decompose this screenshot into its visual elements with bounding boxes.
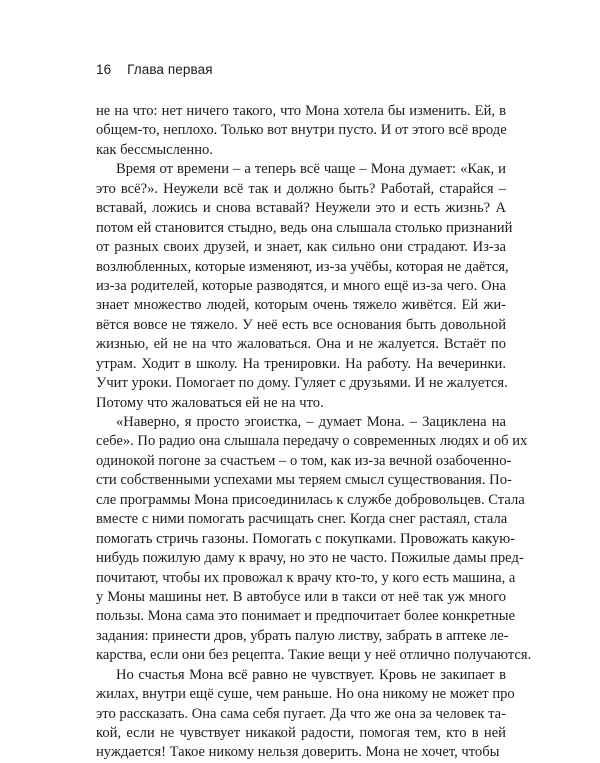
text-line: Но счастья Мона всё равно не чувствует. Кровь не закипает в	[116, 666, 506, 683]
text-line: из-за родителей, которые разводятся, и много ещё из-за чего. Она	[96, 277, 506, 294]
text-line: не на что: нет ничего такого, что Мона хотела бы изменить. Ей, в	[96, 103, 506, 119]
body-text	[96, 102, 532, 763]
paragraph	[96, 413, 532, 666]
text-line: у Моны машины нет. В автобусе или в такси от неё так уж много	[96, 588, 506, 605]
paragraph	[96, 102, 506, 160]
text-line: кой, если не чувствует никакой радости, помогая тем, кто в ней	[96, 725, 506, 741]
chapter-title: Глава первая	[127, 62, 213, 77]
text-line: жизнью, ей не на что жаловаться. Она и не жалуется. Встаёт по	[96, 336, 506, 353]
text-line: утрам. Ходит в школу. На тренировки. На работу. На вечеринки.	[96, 355, 506, 372]
text-line: помогать стричь газоны. Помогать с покупками. Провожать какую-	[96, 530, 516, 547]
paragraph	[96, 160, 513, 413]
text-line: сле программы Мона присоединилась к службе добровольцев. Стала	[96, 491, 525, 508]
running-head	[96, 62, 213, 77]
page-number: 16	[96, 62, 112, 77]
text-line: вставай, ложись и снова вставай? Неужели это и есть жизнь? А	[96, 200, 506, 217]
text-line: «Наверно, я просто эгоистка, – думает Мона. – Зациклена на	[116, 414, 506, 430]
text-line: потом ей становится стыдно, ведь она слышала столько признаний	[96, 219, 513, 236]
text-line: от разных своих друзей, и знает, как сильно они страдают. Из-за	[96, 239, 506, 256]
text-line: общем-то, неплохо. Только вот внутри пусто. И от этого всё вроде	[96, 122, 507, 139]
text-line: Учит уроки. Помогает по дому. Гуляет с друзьями. И не жалуется.	[96, 375, 508, 392]
text-line: Время от времени – а теперь всё чаще – Мона думает: «Как, и	[116, 161, 506, 178]
text-line: нибудь пожилую даму к врачу, но это не часто. Пожилые дамы пред-	[96, 550, 524, 567]
text-line: возлюбленных, которые изменяют, из-за учёбы, которая не даётся,	[96, 258, 509, 275]
text-line: это рассказать. Она сама себя пугает. Да что же она за человек та-	[96, 705, 506, 722]
text-line: Потому что жаловаться ей не на что.	[96, 394, 324, 411]
text-line: пользы. Мона сама это понимает и предпочитает более конкретные	[96, 608, 516, 625]
paragraph	[96, 666, 515, 763]
text-line: нуждается! Такое никому нельзя доверить. Мона не хочет, чтобы	[96, 744, 500, 761]
text-line: вётся вовсе не тяжело. У неё есть все основания быть довольной	[96, 316, 506, 333]
text-line: задания: принести дров, убрать палую листву, забрать в аптеке ле-	[96, 627, 509, 644]
text-line: одинокой погоне за счастьем – о том, как из-за вечной озабоченно-	[96, 452, 512, 469]
text-line: сти собственными успехами мы теряем смысл существования. По-	[96, 472, 512, 489]
text-line: карства, если они без рецепта. Такие вещи у неё отлично получаются.	[96, 647, 532, 664]
text-line: себе». По радио она слышала передачу о современных людях и об их	[96, 433, 528, 450]
text-line: вместе с ними помогать расчищать снег. Когда снег растаял, стала	[96, 511, 508, 528]
text-line: жилах, внутри ещё суше, чем раньше. Но она никому не может про	[96, 686, 515, 703]
text-line: как бессмысленно.	[96, 141, 213, 158]
text-line: это всё?». Неужели всё так и должно быть? Работай, старайся –	[96, 180, 506, 197]
text-line: знает множество людей, которым очень тяжело живётся. Ей жи-	[96, 297, 506, 314]
text-line: почитают, чтобы их провожал к врачу кто-то, у кого есть машина, а	[96, 569, 516, 586]
